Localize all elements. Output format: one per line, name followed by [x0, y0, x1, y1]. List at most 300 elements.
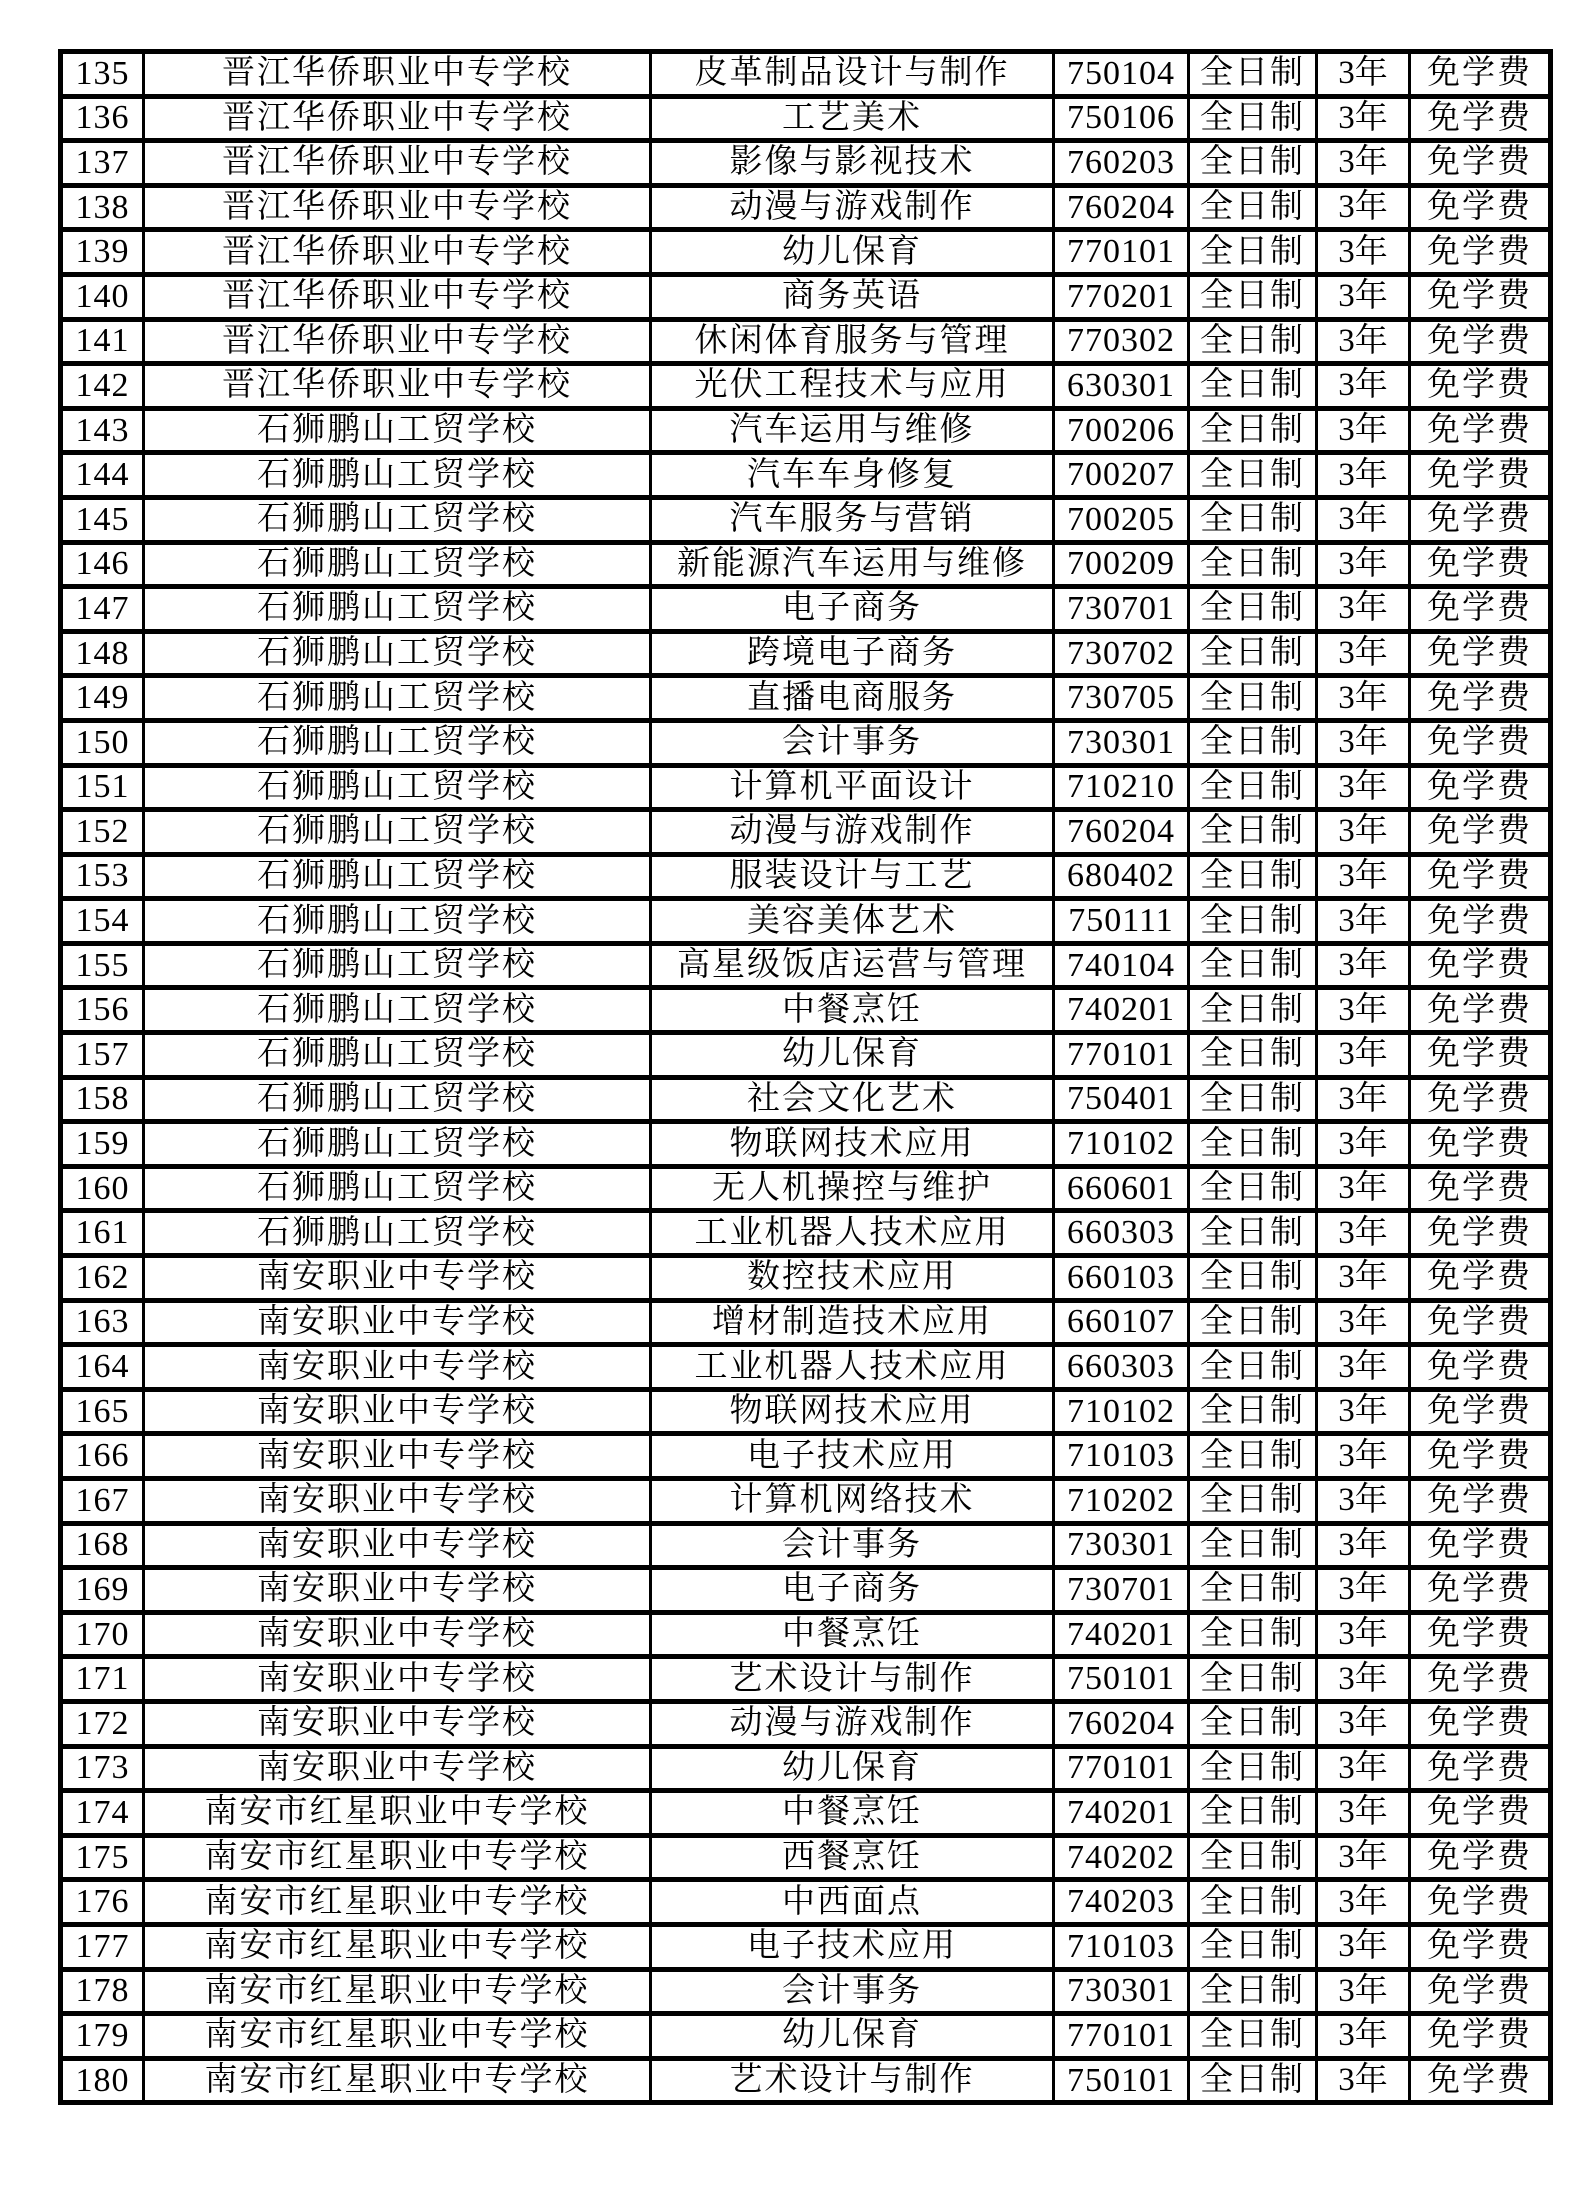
school-name-cell: 晋江华侨职业中专学校 — [144, 96, 651, 141]
study-mode-cell: 全日制 — [1189, 1791, 1317, 1836]
table-row — [61, 720, 1551, 765]
duration-cell: 3年 — [1317, 1300, 1410, 1345]
duration-cell: 3年 — [1317, 943, 1410, 988]
tuition-cell: 免学费 — [1410, 1211, 1551, 1256]
duration-cell: 3年 — [1317, 1924, 1410, 1969]
table-row — [61, 765, 1551, 810]
school-name-cell: 石狮鹏山工贸学校 — [144, 988, 651, 1033]
row-number-cell: 151 — [61, 765, 144, 810]
tuition-cell: 免学费 — [1410, 453, 1551, 498]
row-number-cell: 156 — [61, 988, 144, 1033]
program-name-cell: 会计事务 — [651, 1523, 1054, 1568]
tuition-cell: 免学费 — [1410, 1657, 1551, 1702]
program-name-cell: 工艺美术 — [651, 96, 1054, 141]
duration-cell: 3年 — [1317, 274, 1410, 319]
duration-cell: 3年 — [1317, 1345, 1410, 1390]
program-name-cell: 无人机操控与维护 — [651, 1166, 1054, 1211]
row-number-cell: 164 — [61, 1345, 144, 1390]
table-row — [61, 1077, 1551, 1122]
table-row — [61, 943, 1551, 988]
table-row — [61, 676, 1551, 721]
program-code-cell: 770101 — [1054, 1033, 1189, 1078]
duration-cell: 3年 — [1317, 1701, 1410, 1746]
duration-cell: 3年 — [1317, 1077, 1410, 1122]
study-mode-cell: 全日制 — [1189, 364, 1317, 409]
program-name-cell: 增材制造技术应用 — [651, 1300, 1054, 1345]
program-name-cell: 幼儿保育 — [651, 230, 1054, 275]
table-row — [61, 1701, 1551, 1746]
program-name-cell: 中西面点 — [651, 1880, 1054, 1925]
tuition-cell: 免学费 — [1410, 52, 1551, 97]
study-mode-cell: 全日制 — [1189, 1345, 1317, 1390]
row-number-cell: 158 — [61, 1077, 144, 1122]
duration-cell: 3年 — [1317, 1434, 1410, 1479]
school-name-cell: 南安职业中专学校 — [144, 1300, 651, 1345]
program-code-cell: 750111 — [1054, 899, 1189, 944]
program-name-cell: 休闲体育服务与管理 — [651, 319, 1054, 364]
study-mode-cell: 全日制 — [1189, 1657, 1317, 1702]
table-row — [61, 1479, 1551, 1524]
program-name-cell: 动漫与游戏制作 — [651, 810, 1054, 855]
row-number-cell: 168 — [61, 1523, 144, 1568]
table-row — [61, 1033, 1551, 1078]
program-code-cell: 760204 — [1054, 185, 1189, 230]
table-row — [61, 1300, 1551, 1345]
tuition-cell: 免学费 — [1410, 899, 1551, 944]
duration-cell: 3年 — [1317, 854, 1410, 899]
row-number-cell: 139 — [61, 230, 144, 275]
duration-cell: 3年 — [1317, 988, 1410, 1033]
program-name-cell: 电子商务 — [651, 1568, 1054, 1613]
row-number-cell: 170 — [61, 1612, 144, 1657]
school-name-cell: 石狮鹏山工贸学校 — [144, 1211, 651, 1256]
row-number-cell: 145 — [61, 497, 144, 542]
row-number-cell: 180 — [61, 2058, 144, 2103]
program-name-cell: 汽车服务与营销 — [651, 497, 1054, 542]
study-mode-cell: 全日制 — [1189, 319, 1317, 364]
tuition-cell: 免学费 — [1410, 1791, 1551, 1836]
tuition-cell: 免学费 — [1410, 676, 1551, 721]
school-name-cell: 南安职业中专学校 — [144, 1434, 651, 1479]
duration-cell: 3年 — [1317, 2058, 1410, 2103]
duration-cell: 3年 — [1317, 899, 1410, 944]
school-name-cell: 南安市红星职业中专学校 — [144, 1880, 651, 1925]
school-name-cell: 石狮鹏山工贸学校 — [144, 453, 651, 498]
school-name-cell: 晋江华侨职业中专学校 — [144, 141, 651, 186]
duration-cell: 3年 — [1317, 1122, 1410, 1167]
study-mode-cell: 全日制 — [1189, 1122, 1317, 1167]
tuition-cell: 免学费 — [1410, 1389, 1551, 1434]
school-name-cell: 南安职业中专学校 — [144, 1479, 651, 1524]
row-number-cell: 140 — [61, 274, 144, 319]
row-number-cell: 144 — [61, 453, 144, 498]
program-code-cell: 660107 — [1054, 1300, 1189, 1345]
program-name-cell: 中餐烹饪 — [651, 988, 1054, 1033]
school-name-cell: 南安市红星职业中专学校 — [144, 1924, 651, 1969]
study-mode-cell: 全日制 — [1189, 988, 1317, 1033]
row-number-cell: 148 — [61, 631, 144, 676]
study-mode-cell: 全日制 — [1189, 1389, 1317, 1434]
program-name-cell: 新能源汽车运用与维修 — [651, 542, 1054, 587]
study-mode-cell: 全日制 — [1189, 1033, 1317, 1078]
program-name-cell: 艺术设计与制作 — [651, 2058, 1054, 2103]
tuition-cell: 免学费 — [1410, 1880, 1551, 1925]
school-name-cell: 石狮鹏山工贸学校 — [144, 631, 651, 676]
tuition-cell: 免学费 — [1410, 230, 1551, 275]
row-number-cell: 167 — [61, 1479, 144, 1524]
study-mode-cell: 全日制 — [1189, 854, 1317, 899]
program-code-cell: 700209 — [1054, 542, 1189, 587]
duration-cell: 3年 — [1317, 319, 1410, 364]
school-name-cell: 石狮鹏山工贸学校 — [144, 1166, 651, 1211]
school-name-cell: 南安市红星职业中专学校 — [144, 1835, 651, 1880]
table-row — [61, 274, 1551, 319]
row-number-cell: 154 — [61, 899, 144, 944]
row-number-cell: 159 — [61, 1122, 144, 1167]
duration-cell: 3年 — [1317, 1657, 1410, 1702]
program-code-cell: 730301 — [1054, 1969, 1189, 2014]
row-number-cell: 177 — [61, 1924, 144, 1969]
study-mode-cell: 全日制 — [1189, 1434, 1317, 1479]
program-code-cell: 660103 — [1054, 1256, 1189, 1301]
table-row — [61, 1523, 1551, 1568]
duration-cell: 3年 — [1317, 765, 1410, 810]
table-row — [61, 1791, 1551, 1836]
school-name-cell: 南安职业中专学校 — [144, 1657, 651, 1702]
duration-cell: 3年 — [1317, 96, 1410, 141]
program-name-cell: 会计事务 — [651, 720, 1054, 765]
program-name-cell: 计算机平面设计 — [651, 765, 1054, 810]
table-row — [61, 1657, 1551, 1702]
program-name-cell: 高星级饭店运营与管理 — [651, 943, 1054, 988]
row-number-cell: 149 — [61, 676, 144, 721]
program-code-cell: 770101 — [1054, 1746, 1189, 1791]
study-mode-cell: 全日制 — [1189, 1880, 1317, 1925]
tuition-cell: 免学费 — [1410, 988, 1551, 1033]
study-mode-cell: 全日制 — [1189, 1479, 1317, 1524]
duration-cell: 3年 — [1317, 185, 1410, 230]
table-row — [61, 542, 1551, 587]
program-name-cell: 商务英语 — [651, 274, 1054, 319]
table-row — [61, 497, 1551, 542]
tuition-cell: 免学费 — [1410, 854, 1551, 899]
tuition-cell: 免学费 — [1410, 1256, 1551, 1301]
program-name-cell: 美容美体艺术 — [651, 899, 1054, 944]
school-program-table — [58, 49, 1553, 2105]
row-number-cell: 173 — [61, 1746, 144, 1791]
school-name-cell: 南安职业中专学校 — [144, 1701, 651, 1746]
row-number-cell: 135 — [61, 52, 144, 97]
table-row — [61, 1835, 1551, 1880]
table-row — [61, 1211, 1551, 1256]
table-body — [61, 52, 1551, 2103]
row-number-cell: 162 — [61, 1256, 144, 1301]
table-row — [61, 408, 1551, 453]
table-row — [61, 810, 1551, 855]
study-mode-cell: 全日制 — [1189, 497, 1317, 542]
tuition-cell: 免学费 — [1410, 1612, 1551, 1657]
tuition-cell: 免学费 — [1410, 1300, 1551, 1345]
tuition-cell: 免学费 — [1410, 1345, 1551, 1390]
duration-cell: 3年 — [1317, 1166, 1410, 1211]
program-code-cell: 730301 — [1054, 1523, 1189, 1568]
program-code-cell: 750101 — [1054, 2058, 1189, 2103]
row-number-cell: 179 — [61, 2014, 144, 2059]
table-row — [61, 1924, 1551, 1969]
tuition-cell: 免学费 — [1410, 587, 1551, 632]
table-row — [61, 453, 1551, 498]
program-name-cell: 幼儿保育 — [651, 1033, 1054, 1078]
program-code-cell: 750101 — [1054, 1657, 1189, 1702]
program-code-cell: 750401 — [1054, 1077, 1189, 1122]
study-mode-cell: 全日制 — [1189, 96, 1317, 141]
tuition-cell: 免学费 — [1410, 720, 1551, 765]
document-page — [58, 49, 1553, 2105]
program-code-cell: 770101 — [1054, 230, 1189, 275]
program-code-cell: 770201 — [1054, 274, 1189, 319]
program-code-cell: 740203 — [1054, 1880, 1189, 1925]
table-row — [61, 141, 1551, 186]
program-code-cell: 760203 — [1054, 141, 1189, 186]
program-name-cell: 数控技术应用 — [651, 1256, 1054, 1301]
duration-cell: 3年 — [1317, 2014, 1410, 2059]
tuition-cell: 免学费 — [1410, 408, 1551, 453]
study-mode-cell: 全日制 — [1189, 1077, 1317, 1122]
program-code-cell: 730301 — [1054, 720, 1189, 765]
tuition-cell: 免学费 — [1410, 1033, 1551, 1078]
tuition-cell: 免学费 — [1410, 1746, 1551, 1791]
program-name-cell: 物联网技术应用 — [651, 1389, 1054, 1434]
duration-cell: 3年 — [1317, 1568, 1410, 1613]
study-mode-cell: 全日制 — [1189, 1835, 1317, 1880]
duration-cell: 3年 — [1317, 1791, 1410, 1836]
program-name-cell: 汽车车身修复 — [651, 453, 1054, 498]
school-name-cell: 石狮鹏山工贸学校 — [144, 497, 651, 542]
table-row — [61, 1969, 1551, 2014]
program-code-cell: 700207 — [1054, 453, 1189, 498]
duration-cell: 3年 — [1317, 497, 1410, 542]
study-mode-cell: 全日制 — [1189, 943, 1317, 988]
duration-cell: 3年 — [1317, 1523, 1410, 1568]
school-name-cell: 石狮鹏山工贸学校 — [144, 587, 651, 632]
tuition-cell: 免学费 — [1410, 810, 1551, 855]
study-mode-cell: 全日制 — [1189, 2058, 1317, 2103]
program-name-cell: 中餐烹饪 — [651, 1791, 1054, 1836]
program-name-cell: 西餐烹饪 — [651, 1835, 1054, 1880]
program-code-cell: 680402 — [1054, 854, 1189, 899]
program-code-cell: 740201 — [1054, 1791, 1189, 1836]
table-row — [61, 2058, 1551, 2103]
program-name-cell: 工业机器人技术应用 — [651, 1211, 1054, 1256]
table-row — [61, 1612, 1551, 1657]
duration-cell: 3年 — [1317, 141, 1410, 186]
row-number-cell: 161 — [61, 1211, 144, 1256]
school-name-cell: 石狮鹏山工贸学校 — [144, 1033, 651, 1078]
program-code-cell: 740104 — [1054, 943, 1189, 988]
program-code-cell: 770302 — [1054, 319, 1189, 364]
school-name-cell: 石狮鹏山工贸学校 — [144, 765, 651, 810]
tuition-cell: 免学费 — [1410, 185, 1551, 230]
program-code-cell: 710103 — [1054, 1434, 1189, 1479]
study-mode-cell: 全日制 — [1189, 1211, 1317, 1256]
table-row — [61, 96, 1551, 141]
program-name-cell: 直播电商服务 — [651, 676, 1054, 721]
study-mode-cell: 全日制 — [1189, 1924, 1317, 1969]
study-mode-cell: 全日制 — [1189, 453, 1317, 498]
program-name-cell: 会计事务 — [651, 1969, 1054, 2014]
study-mode-cell: 全日制 — [1189, 52, 1317, 97]
program-code-cell: 740202 — [1054, 1835, 1189, 1880]
program-code-cell: 630301 — [1054, 364, 1189, 409]
tuition-cell: 免学费 — [1410, 1434, 1551, 1479]
row-number-cell: 146 — [61, 542, 144, 587]
study-mode-cell: 全日制 — [1189, 720, 1317, 765]
program-name-cell: 工业机器人技术应用 — [651, 1345, 1054, 1390]
duration-cell: 3年 — [1317, 364, 1410, 409]
row-number-cell: 136 — [61, 96, 144, 141]
study-mode-cell: 全日制 — [1189, 2014, 1317, 2059]
school-name-cell: 石狮鹏山工贸学校 — [144, 899, 651, 944]
table-row — [61, 1345, 1551, 1390]
table-row — [61, 854, 1551, 899]
row-number-cell: 157 — [61, 1033, 144, 1078]
school-name-cell: 南安市红星职业中专学校 — [144, 1791, 651, 1836]
duration-cell: 3年 — [1317, 1033, 1410, 1078]
tuition-cell: 免学费 — [1410, 1077, 1551, 1122]
program-code-cell: 740201 — [1054, 1612, 1189, 1657]
study-mode-cell: 全日制 — [1189, 899, 1317, 944]
row-number-cell: 176 — [61, 1880, 144, 1925]
school-name-cell: 石狮鹏山工贸学校 — [144, 676, 651, 721]
school-name-cell: 晋江华侨职业中专学校 — [144, 274, 651, 319]
row-number-cell: 169 — [61, 1568, 144, 1613]
table-row — [61, 185, 1551, 230]
row-number-cell: 152 — [61, 810, 144, 855]
tuition-cell: 免学费 — [1410, 1166, 1551, 1211]
study-mode-cell: 全日制 — [1189, 765, 1317, 810]
program-code-cell: 710102 — [1054, 1122, 1189, 1167]
tuition-cell: 免学费 — [1410, 141, 1551, 186]
program-name-cell: 艺术设计与制作 — [651, 1657, 1054, 1702]
program-name-cell: 电子技术应用 — [651, 1924, 1054, 1969]
row-number-cell: 155 — [61, 943, 144, 988]
duration-cell: 3年 — [1317, 587, 1410, 632]
study-mode-cell: 全日制 — [1189, 1612, 1317, 1657]
study-mode-cell: 全日制 — [1189, 1256, 1317, 1301]
tuition-cell: 免学费 — [1410, 765, 1551, 810]
table-row — [61, 230, 1551, 275]
duration-cell: 3年 — [1317, 52, 1410, 97]
study-mode-cell: 全日制 — [1189, 676, 1317, 721]
study-mode-cell: 全日制 — [1189, 1969, 1317, 2014]
row-number-cell: 138 — [61, 185, 144, 230]
study-mode-cell: 全日制 — [1189, 631, 1317, 676]
row-number-cell: 141 — [61, 319, 144, 364]
school-name-cell: 石狮鹏山工贸学校 — [144, 810, 651, 855]
table-row — [61, 1746, 1551, 1791]
school-name-cell: 晋江华侨职业中专学校 — [144, 185, 651, 230]
duration-cell: 3年 — [1317, 408, 1410, 453]
program-code-cell: 770101 — [1054, 2014, 1189, 2059]
program-name-cell: 光伏工程技术与应用 — [651, 364, 1054, 409]
program-code-cell: 750106 — [1054, 96, 1189, 141]
study-mode-cell: 全日制 — [1189, 587, 1317, 632]
table-row — [61, 631, 1551, 676]
study-mode-cell: 全日制 — [1189, 274, 1317, 319]
duration-cell: 3年 — [1317, 1880, 1410, 1925]
program-name-cell: 动漫与游戏制作 — [651, 1701, 1054, 1746]
tuition-cell: 免学费 — [1410, 2058, 1551, 2103]
school-name-cell: 晋江华侨职业中专学校 — [144, 52, 651, 97]
school-name-cell: 南安市红星职业中专学校 — [144, 1969, 651, 2014]
row-number-cell: 143 — [61, 408, 144, 453]
tuition-cell: 免学费 — [1410, 364, 1551, 409]
study-mode-cell: 全日制 — [1189, 1166, 1317, 1211]
school-name-cell: 石狮鹏山工贸学校 — [144, 408, 651, 453]
program-code-cell: 730701 — [1054, 587, 1189, 632]
table-row — [61, 1880, 1551, 1925]
program-code-cell: 700205 — [1054, 497, 1189, 542]
tuition-cell: 免学费 — [1410, 1701, 1551, 1746]
table-row — [61, 1256, 1551, 1301]
program-name-cell: 计算机网络技术 — [651, 1479, 1054, 1524]
tuition-cell: 免学费 — [1410, 1835, 1551, 1880]
tuition-cell: 免学费 — [1410, 274, 1551, 319]
school-name-cell: 石狮鹏山工贸学校 — [144, 1122, 651, 1167]
duration-cell: 3年 — [1317, 1835, 1410, 1880]
tuition-cell: 免学费 — [1410, 1924, 1551, 1969]
row-number-cell: 175 — [61, 1835, 144, 1880]
program-code-cell: 760204 — [1054, 1701, 1189, 1746]
tuition-cell: 免学费 — [1410, 1568, 1551, 1613]
program-code-cell: 710103 — [1054, 1924, 1189, 1969]
school-name-cell: 南安职业中专学校 — [144, 1523, 651, 1568]
duration-cell: 3年 — [1317, 1746, 1410, 1791]
school-name-cell: 晋江华侨职业中专学校 — [144, 319, 651, 364]
table-row — [61, 1434, 1551, 1479]
row-number-cell: 174 — [61, 1791, 144, 1836]
row-number-cell: 171 — [61, 1657, 144, 1702]
tuition-cell: 免学费 — [1410, 1523, 1551, 1568]
tuition-cell: 免学费 — [1410, 1479, 1551, 1524]
table-row — [61, 988, 1551, 1033]
row-number-cell: 172 — [61, 1701, 144, 1746]
row-number-cell: 178 — [61, 1969, 144, 2014]
school-name-cell: 南安职业中专学校 — [144, 1345, 651, 1390]
school-name-cell: 南安市红星职业中专学校 — [144, 2014, 651, 2059]
program-code-cell: 750104 — [1054, 52, 1189, 97]
duration-cell: 3年 — [1317, 631, 1410, 676]
row-number-cell: 163 — [61, 1300, 144, 1345]
tuition-cell: 免学费 — [1410, 1122, 1551, 1167]
school-name-cell: 石狮鹏山工贸学校 — [144, 542, 651, 587]
study-mode-cell: 全日制 — [1189, 1746, 1317, 1791]
program-name-cell: 影像与影视技术 — [651, 141, 1054, 186]
program-code-cell: 730701 — [1054, 1568, 1189, 1613]
program-name-cell: 皮革制品设计与制作 — [651, 52, 1054, 97]
study-mode-cell: 全日制 — [1189, 1523, 1317, 1568]
school-name-cell: 石狮鹏山工贸学校 — [144, 943, 651, 988]
tuition-cell: 免学费 — [1410, 96, 1551, 141]
duration-cell: 3年 — [1317, 810, 1410, 855]
table-row — [61, 899, 1551, 944]
program-code-cell: 740201 — [1054, 988, 1189, 1033]
program-code-cell: 730705 — [1054, 676, 1189, 721]
program-code-cell: 710102 — [1054, 1389, 1189, 1434]
tuition-cell: 免学费 — [1410, 1969, 1551, 2014]
tuition-cell: 免学费 — [1410, 542, 1551, 587]
duration-cell: 3年 — [1317, 1969, 1410, 2014]
